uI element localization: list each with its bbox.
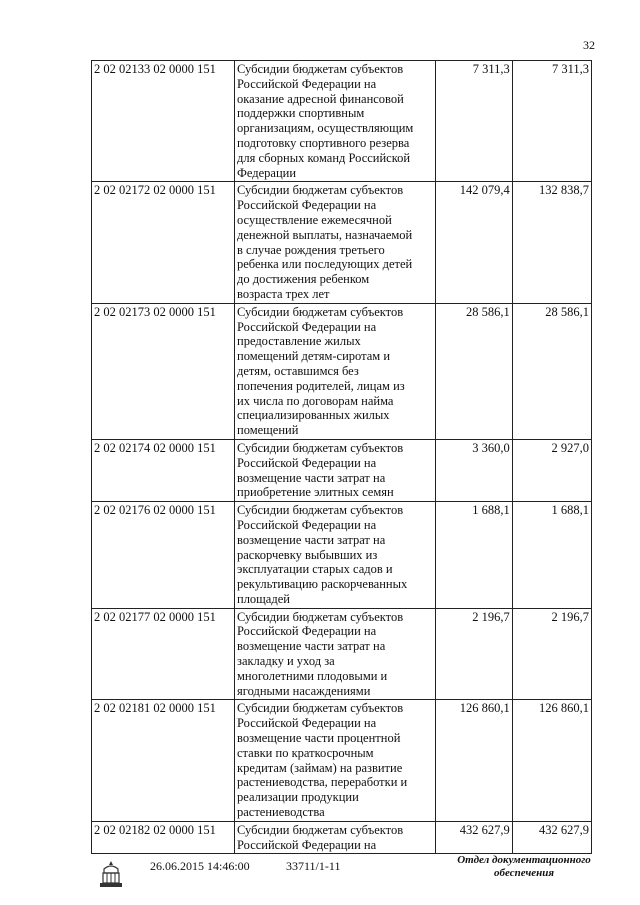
description-line: попечения родителей, лицам из — [237, 378, 405, 393]
amount-cell: 2 196,7 — [435, 608, 512, 700]
amount-cell: 432 627,9 — [512, 821, 591, 854]
description-line: поддержки спортивным — [237, 106, 365, 121]
amount-cell: 7 311,3 — [512, 61, 591, 182]
amount-cell: 7 311,3 — [435, 61, 512, 182]
description-line: организациям, осуществляющим — [237, 121, 414, 136]
description-line: ставки по краткосрочным — [237, 745, 374, 760]
budget-table — [91, 60, 592, 854]
description-line: площадей — [237, 591, 290, 606]
description-line: кредитам (займам) на развитие — [237, 760, 403, 775]
amount-cell: 2 927,0 — [512, 439, 591, 501]
description-line: Федерации — [237, 165, 297, 180]
budget-code-cell: 2 02 02174 02 0000 151 — [92, 439, 235, 501]
description-line: раскорчевку выбывших из — [237, 547, 378, 562]
amount-cell: 142 079,4 — [435, 182, 512, 303]
description-line: возмещение части процентной — [237, 731, 401, 746]
emblem-icon — [98, 859, 124, 891]
amount-cell: 1 688,1 — [435, 502, 512, 609]
budget-code-cell: 2 02 02181 02 0000 151 — [92, 700, 235, 821]
table-row — [92, 700, 592, 821]
description-line: закладку и уход за — [237, 654, 335, 669]
description-line: Субсидии бюджетам субъектов — [237, 822, 404, 837]
amount-cell: 2 196,7 — [512, 608, 591, 700]
description-cell — [235, 61, 436, 182]
description-line: Субсидии бюджетам субъектов — [237, 503, 404, 518]
description-line: специализированных жилых — [237, 408, 390, 423]
description-line: многолетними плодовыми и — [237, 668, 388, 683]
description-cell — [235, 502, 436, 609]
description-cell — [235, 439, 436, 501]
description-line: в случае рождения третьего — [237, 242, 385, 257]
table-row — [92, 821, 592, 854]
description-line: для сборных команд Российской — [237, 150, 411, 165]
amount-cell: 28 586,1 — [435, 303, 512, 439]
description-line: Субсидии бюджетам субъектов — [237, 609, 404, 624]
amount-cell: 132 838,7 — [512, 182, 591, 303]
description-line: возмещение части затрат на — [237, 470, 386, 485]
description-line: ягодными насаждениями — [237, 683, 371, 698]
description-line: возмещение части затрат на — [237, 532, 386, 547]
amount-cell: 126 860,1 — [435, 700, 512, 821]
description-line: растениеводства — [237, 805, 325, 820]
description-line: Российской Федерации на — [237, 198, 377, 213]
description-line: оказание адресной финансовой — [237, 91, 404, 106]
table-row — [92, 182, 592, 303]
description-line: Субсидии бюджетам субъектов — [237, 183, 404, 198]
description-line: Российской Федерации на — [237, 517, 377, 532]
footer-dept-line: Отдел документационного — [457, 854, 591, 866]
budget-code-cell: 2 02 02176 02 0000 151 — [92, 502, 235, 609]
amount-cell: 28 586,1 — [512, 303, 591, 439]
description-line: растениеводства, переработки и — [237, 775, 408, 790]
footer-dept-line: обеспечения — [493, 867, 554, 879]
amount-cell: 432 627,9 — [435, 821, 512, 854]
description-line: предоставление жилых — [237, 334, 361, 349]
description-line: до достижения ребенком — [237, 272, 370, 287]
description-line: помещений — [237, 423, 299, 438]
footer — [0, 853, 640, 893]
amount-cell: 126 860,1 — [512, 700, 591, 821]
description-line: реализации продукции — [237, 790, 359, 805]
description-line: Субсидии бюджетам субъектов — [237, 701, 404, 716]
description-cell — [235, 821, 436, 854]
budget-code-cell: 2 02 02133 02 0000 151 — [92, 61, 235, 182]
description-line: подготовку спортивного резерва — [237, 135, 410, 150]
description-line: Субсидии бюджетам субъектов — [237, 440, 404, 455]
page-number: 32 — [583, 38, 595, 52]
budget-code-cell: 2 02 02172 02 0000 151 — [92, 182, 235, 303]
description-line: Субсидии бюджетам субъектов — [237, 62, 404, 76]
description-line: Российской Федерации на — [237, 837, 377, 852]
table-row — [92, 608, 592, 700]
description-line: Российской Федерации на — [237, 76, 377, 91]
description-cell — [235, 182, 436, 303]
description-line: возраста трех лет — [237, 286, 330, 301]
amount-cell: 1 688,1 — [512, 502, 591, 609]
description-line: рекультивацию раскорчеванных — [237, 577, 408, 592]
budget-code-cell: 2 02 02177 02 0000 151 — [92, 608, 235, 700]
description-line: осуществление ежемесячной — [237, 212, 392, 227]
budget-code-cell: 2 02 02182 02 0000 151 — [92, 821, 235, 854]
budget-code-cell: 2 02 02173 02 0000 151 — [92, 303, 235, 439]
description-line: денежной выплаты, назначаемой — [237, 227, 413, 242]
footer-doc-number: 33711/1-11 — [286, 859, 341, 873]
description-cell — [235, 303, 436, 439]
description-line: ребенка или последующих детей — [237, 257, 413, 272]
table-row — [92, 439, 592, 501]
description-line: приобретение элитных семян — [237, 485, 394, 500]
table-row — [92, 61, 592, 182]
description-line: Российской Федерации на — [237, 319, 377, 334]
description-line: Субсидии бюджетам субъектов — [237, 304, 404, 319]
description-cell — [235, 608, 436, 700]
description-line: Российской Федерации на — [237, 624, 377, 639]
description-line: их числа по договорам найма — [237, 393, 394, 408]
description-line: помещений детям-сиротам и — [237, 349, 391, 364]
description-line: Российской Федерации на — [237, 716, 377, 731]
table-row — [92, 303, 592, 439]
table-row — [92, 502, 592, 609]
description-cell — [235, 700, 436, 821]
amount-cell: 3 360,0 — [435, 439, 512, 501]
footer-date: 26.06.2015 14:46:00 — [150, 859, 250, 873]
footer-department — [449, 854, 599, 880]
description-line: детям, оставшимся без — [237, 363, 359, 378]
description-line: возмещение части затрат на — [237, 639, 386, 654]
description-line: Российской Федерации на — [237, 455, 377, 470]
description-line: эксплуатации старых садов и — [237, 562, 393, 577]
